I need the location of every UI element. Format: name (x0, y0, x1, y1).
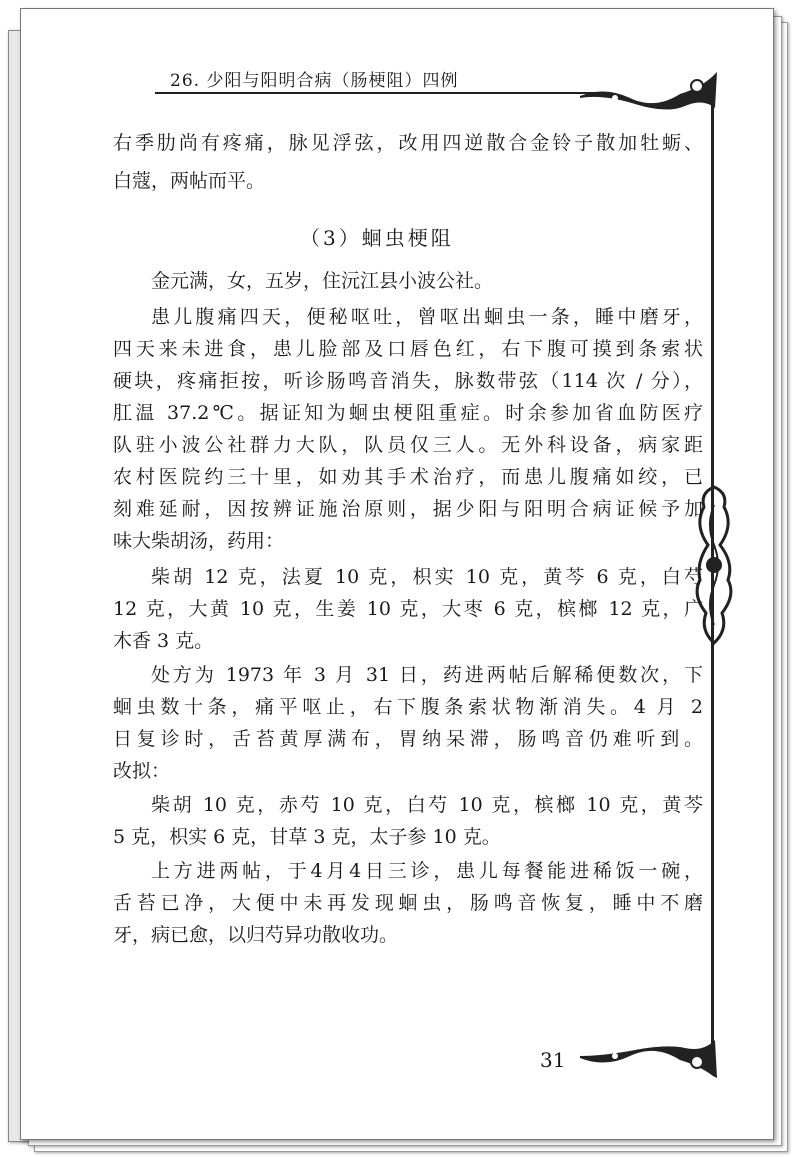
text-line: 队驻小波公社群力大队，队员仅三人。无外科设备，病家距 (113, 434, 703, 456)
header-rule (155, 92, 595, 94)
corner-ornament-top (575, 68, 725, 118)
text-line: 5 克，枳实 6 克，甘草 3 克，太子参 10 克。 (113, 826, 501, 848)
text-line: 处方为 1973 年 3 月 31 日，药进两帖后解稀便数次，下 (151, 664, 703, 686)
text-line: 蛔虫数十条，痛平呕止，右下腹条索状物渐消失。4 月 2 (113, 696, 703, 718)
text-line: 患儿腹痛四天，便秘呕吐，曾呕出蛔虫一条，睡中磨牙， (151, 306, 703, 328)
text-line: 柴胡 12 克，法夏 10 克，枳实 10 克，黄芩 6 克，白芍 (151, 566, 703, 588)
text-line: 上方进两帖，于4月4日三诊，患儿每餐能进稀饭一碗， (151, 860, 703, 882)
text-line: 金元满，女，五岁，住沅江县小波公社。 (151, 270, 494, 292)
text-line: 硬块，疼痛拒按，听诊肠鸣音消失，脉数带弦（114 次 / 分）， (113, 370, 703, 392)
text-line: 白蔻，两帖而平。 (113, 170, 266, 192)
text-line: 木香 3 克。 (113, 630, 214, 652)
text-line: 肛温 37.2℃。据证知为蛔虫梗阻重症。时余参加省血防医疗 (113, 402, 703, 424)
section-heading: （3）蛔虫梗阻 (300, 226, 454, 250)
running-header: 26. 少阳与阳明合病（肠梗阻）四例 (170, 71, 459, 91)
text-line: 农村医院约三十里，如劝其手术治疗，而患儿腹痛如绞，已 (113, 466, 703, 488)
text-line: 舌苔已净，大便中未再发现蛔虫，肠鸣音恢复，睡中不磨 (113, 892, 703, 914)
text-line: 右季肋尚有疼痛，脉见浮弦，改用四逆散合金铃子散加牡蛎、 (113, 132, 703, 154)
text-line: 12 克，大黄 10 克，生姜 10 克，大枣 6 克，槟榔 12 克，广 (113, 598, 703, 620)
text-line: 味大柴胡汤，药用： (113, 530, 285, 552)
text-line: 牙，病已愈，以归芍异功散收功。 (113, 924, 399, 946)
text-line: 刻难延耐，因按辨证施治原则，据少阳与阳明合病证候予加 (113, 498, 703, 520)
text-line: 四天来未进食，患儿脸部及口唇色红，右下腹可摸到条索状 (113, 338, 703, 360)
text-line: 日复诊时，舌苔黄厚满布，胃纳呆滞，肠鸣音仍难听到。 (113, 728, 703, 750)
text-line: 改拟： (113, 760, 171, 782)
corner-ornament-bottom (575, 1030, 725, 1080)
page-number: 31 (540, 1048, 566, 1072)
text-line: 柴胡 10 克，赤芍 10 克，白芍 10 克，槟榔 10 克，黄芩 (151, 794, 703, 816)
